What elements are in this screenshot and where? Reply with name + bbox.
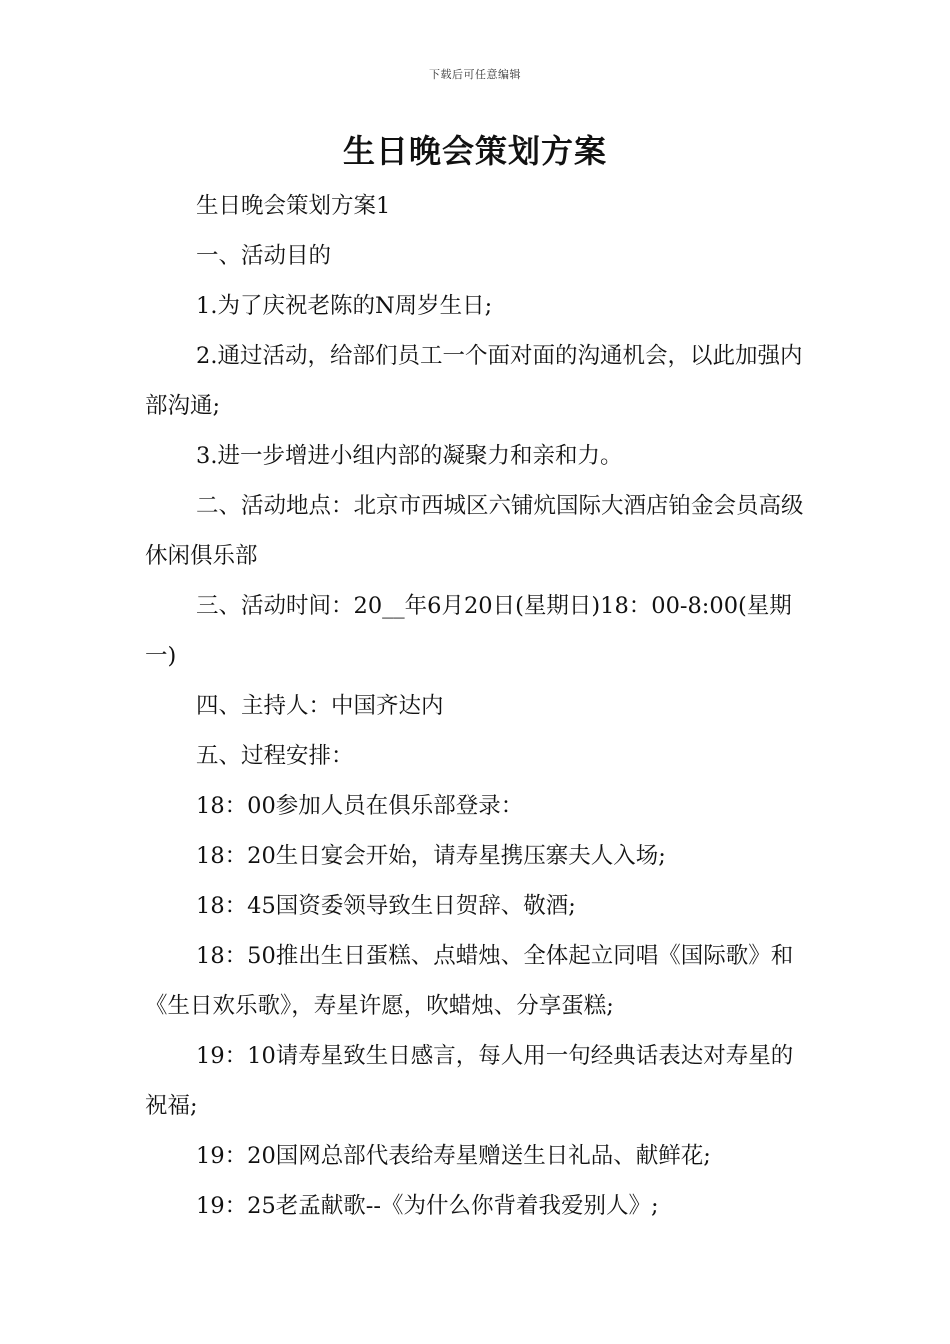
schedule-item: 18：45国资委领导致生日贺辞、敬酒; <box>196 893 576 919</box>
purpose-item-1: 1.为了庆祝老陈的N周岁生日; <box>196 293 493 319</box>
schedule-item: 19：25老孟献歌--《为什么你背着我爱别人》; <box>196 1193 659 1219</box>
section-heading-purpose: 一、活动目的 <box>196 243 332 269</box>
section-location: 二、活动地点：北京市西城区六铺炕国际大酒店铂金会员高级休闲俱乐部 <box>145 493 804 569</box>
schedule-item: 18：50推出生日蛋糕、点蜡烛、全体起立同唱《国际歌》和《生日欢乐歌》，寿星许愿，吹蜡烛、分享蛋糕; <box>145 943 794 1019</box>
header-note: 下载后可任意编辑 <box>429 68 521 81</box>
purpose-item-2: 2.通过活动，给部们员工一个面对面的沟通机会，以此加强内部沟通; <box>145 343 803 419</box>
schedule-item: 19：10请寿星致生日感言，每人用一句经典话表达对寿星的祝福; <box>145 1043 794 1119</box>
schedule-item: 18：00参加人员在俱乐部登录： <box>196 793 524 819</box>
section-heading-schedule: 五、过程安排： <box>196 743 354 769</box>
section-host: 四、主持人：中国齐达内 <box>196 693 444 719</box>
purpose-item-3: 3.进一步增进小组内部的凝聚力和亲和力。 <box>196 443 623 469</box>
schedule-item: 19：20国网总部代表给寿星赠送生日礼品、献鲜花; <box>196 1143 711 1169</box>
document-title: 生日晚会策划方案 <box>342 132 607 170</box>
document-body <box>145 181 807 1231</box>
schedule-item: 18：20生日宴会开始，请寿星携压寨夫人入场; <box>196 843 666 869</box>
plan-subtitle: 生日晚会策划方案1 <box>196 193 391 219</box>
section-time: 三、活动时间：20__年6月20日(星期日)18：00-8:00(星期一) <box>145 593 792 669</box>
